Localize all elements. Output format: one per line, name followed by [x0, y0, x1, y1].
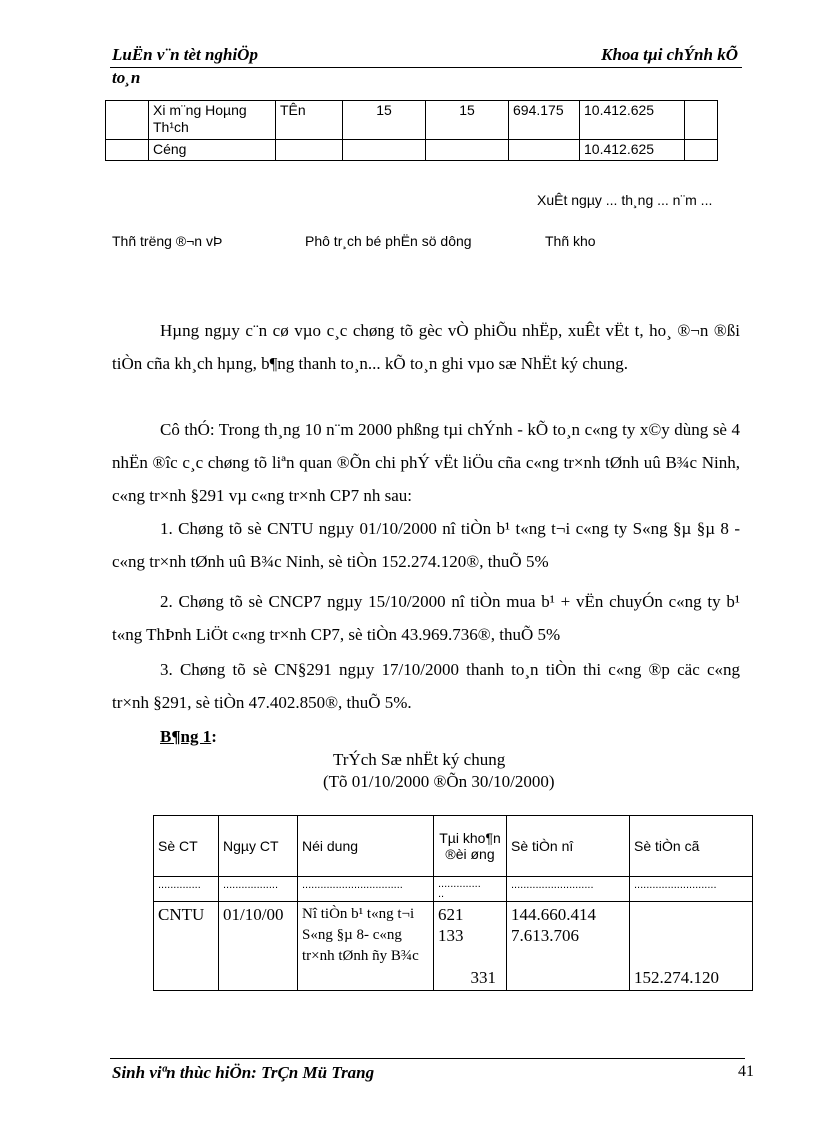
table-cell: [685, 140, 718, 161]
table-cell: TÊn: [276, 101, 343, 140]
table-cell: 10.412.625: [580, 101, 685, 140]
column-header-voucher-no: Sè CT: [154, 816, 219, 877]
debit-amount-2: 7.613.706: [511, 926, 579, 945]
table-row: [154, 902, 753, 991]
cell-credit: [630, 902, 753, 991]
account-credit: 331: [470, 968, 496, 987]
table-row: [106, 140, 718, 161]
list-item-voucher-1: 1. Chøng tõ sè CNTU ngµy 01/10/2000 nî tiÒn b¹ t«ng t¬i c«ng ty S«ng §µ §µ 8 - c«ng tr×nh tØnh uû B¾c Ninh, sè tiÒn 152.274.120®, thuÕ 5%: [112, 519, 740, 571]
table-cell: Céng: [149, 140, 276, 161]
table-cell: [106, 101, 149, 140]
cell-voucher-no: CNTU: [154, 902, 219, 991]
footer-student: Sinh viªn thùc hiÖn: TrÇn Mü Trang: [112, 1063, 375, 1082]
table-cell: [426, 140, 509, 161]
header-left-continued: to¸n: [112, 68, 141, 87]
header-left: LuËn v¨n tèt nghiÖp: [112, 45, 258, 64]
cell-debit: [507, 902, 630, 991]
paragraph-specifics: Cô thÓ: Trong th¸ng 10 n¨m 2000 phßng tµi chÝnh - kÕ to¸n c«ng ty x©y dùng sè 4 nhËn ®îc c¸c chøng tõ liªn quan ®Õn chi phÝ vËt liÖu cña c«ng tr×nh tØnh uû B¾c Ninh, c«ng tr×nh §291 vµ c«ng tr×nh CP7 nh sau:: [112, 420, 740, 505]
table-cell: [509, 140, 580, 161]
account-debit-2: 133: [438, 926, 464, 945]
paragraph-daily-recording: Hµng ngµy c¨n cø vµo c¸c chøng tõ gèc vÒ phiÕu nhËp, xuÊt vËt t, ho¸ ®¬n ®ßi tiÒn cña kh¸ch hµng, b¶ng thanh to¸n... kÕ to¸n ghi vµo sæ NhËt ký chung.: [112, 321, 740, 373]
table-subtitle: (Tõ 01/10/2000 ®Õn 30/10/2000): [323, 772, 555, 791]
table-cell: [685, 101, 718, 140]
issue-table: [105, 100, 718, 161]
signature-head-of-unit: Thñ trëng ®¬n vÞ: [112, 233, 223, 249]
column-header-credit: Sè tiÒn cã: [630, 816, 753, 877]
list-item-voucher-3: 3. Chøng tõ sè CN§291 ngµy 17/10/2000 thanh to¸n tiÒn thi c«ng ®p cäc c«ng tr×nh §291, sè tiÒn 47.402.850®, thuÕ 5%.: [112, 660, 740, 712]
list-item-voucher-2: 2. Chøng tõ sè CNCP7 ngµy 15/10/2000 nî tiÒn mua b¹ + vËn chuyÓn c«ng ty b¹ t«ng ThÞnh LiÖt c«ng tr×nh CP7, sè tiÒn 43.969.736®, thuÕ 5%: [112, 592, 740, 644]
table-cell: [106, 140, 149, 161]
table-cell: [343, 140, 426, 161]
dots-text: ..............: [438, 878, 481, 890]
column-header-account: Tµi kho¶n ®èi øng: [434, 816, 507, 877]
table-header-row: [154, 816, 753, 877]
table-cell: 10.412.625: [580, 140, 685, 161]
cell-content: Nî tiÒn b¹ t«ng t¬i S«ng §µ 8- c«ng tr×nh tØnh ñy B¾c: [298, 902, 434, 991]
table-row: [106, 101, 718, 140]
dots-cell: [434, 877, 507, 902]
column-header-date: Ngµy CT: [219, 816, 298, 877]
journal-table: [153, 815, 753, 991]
table-cell: Xi m¨ng Hoµng Th¹ch: [149, 101, 276, 140]
table-cell: 15: [426, 101, 509, 140]
cell-accounts: [434, 902, 507, 991]
cell-date: 01/10/00: [219, 902, 298, 991]
table-label: [160, 727, 217, 747]
dots-cell: ..............: [154, 877, 219, 902]
date-line: XuÊt ngµy ... th¸ng ... n¨m ...: [537, 192, 713, 208]
table-label-colon: :: [211, 727, 217, 746]
credit-amount: 152.274.120: [634, 968, 719, 987]
dots-cell: ..................: [219, 877, 298, 902]
page-number: 41: [738, 1063, 754, 1080]
table-cell: 694.175: [509, 101, 580, 140]
table-title: TrÝch Sæ nhËt ký chung: [333, 750, 506, 769]
table-cell: [276, 140, 343, 161]
account-debit-1: 621: [438, 905, 464, 924]
header-rule: [110, 67, 742, 68]
debit-amount-1: 144.660.414: [511, 905, 596, 924]
signature-storekeeper: Thñ kho: [545, 233, 596, 249]
table-cell: 15: [343, 101, 426, 140]
column-header-debit: Sè tiÒn nî: [507, 816, 630, 877]
header-right: Khoa tµi chÝnh kÕ: [601, 45, 738, 64]
table-label-text: B¶ng 1: [160, 727, 212, 746]
dots-cell: .................................: [298, 877, 434, 902]
signature-department-head: Phô tr¸ch bé phËn sö dông: [305, 233, 472, 249]
table-row-dots: [154, 877, 753, 902]
column-header-content: Néi dung: [298, 816, 434, 877]
dots-cell: ...........................: [630, 877, 753, 902]
footer-rule: [110, 1058, 745, 1059]
dots-cell: ...........................: [507, 877, 630, 902]
dots-text-extra: ..: [438, 888, 445, 900]
